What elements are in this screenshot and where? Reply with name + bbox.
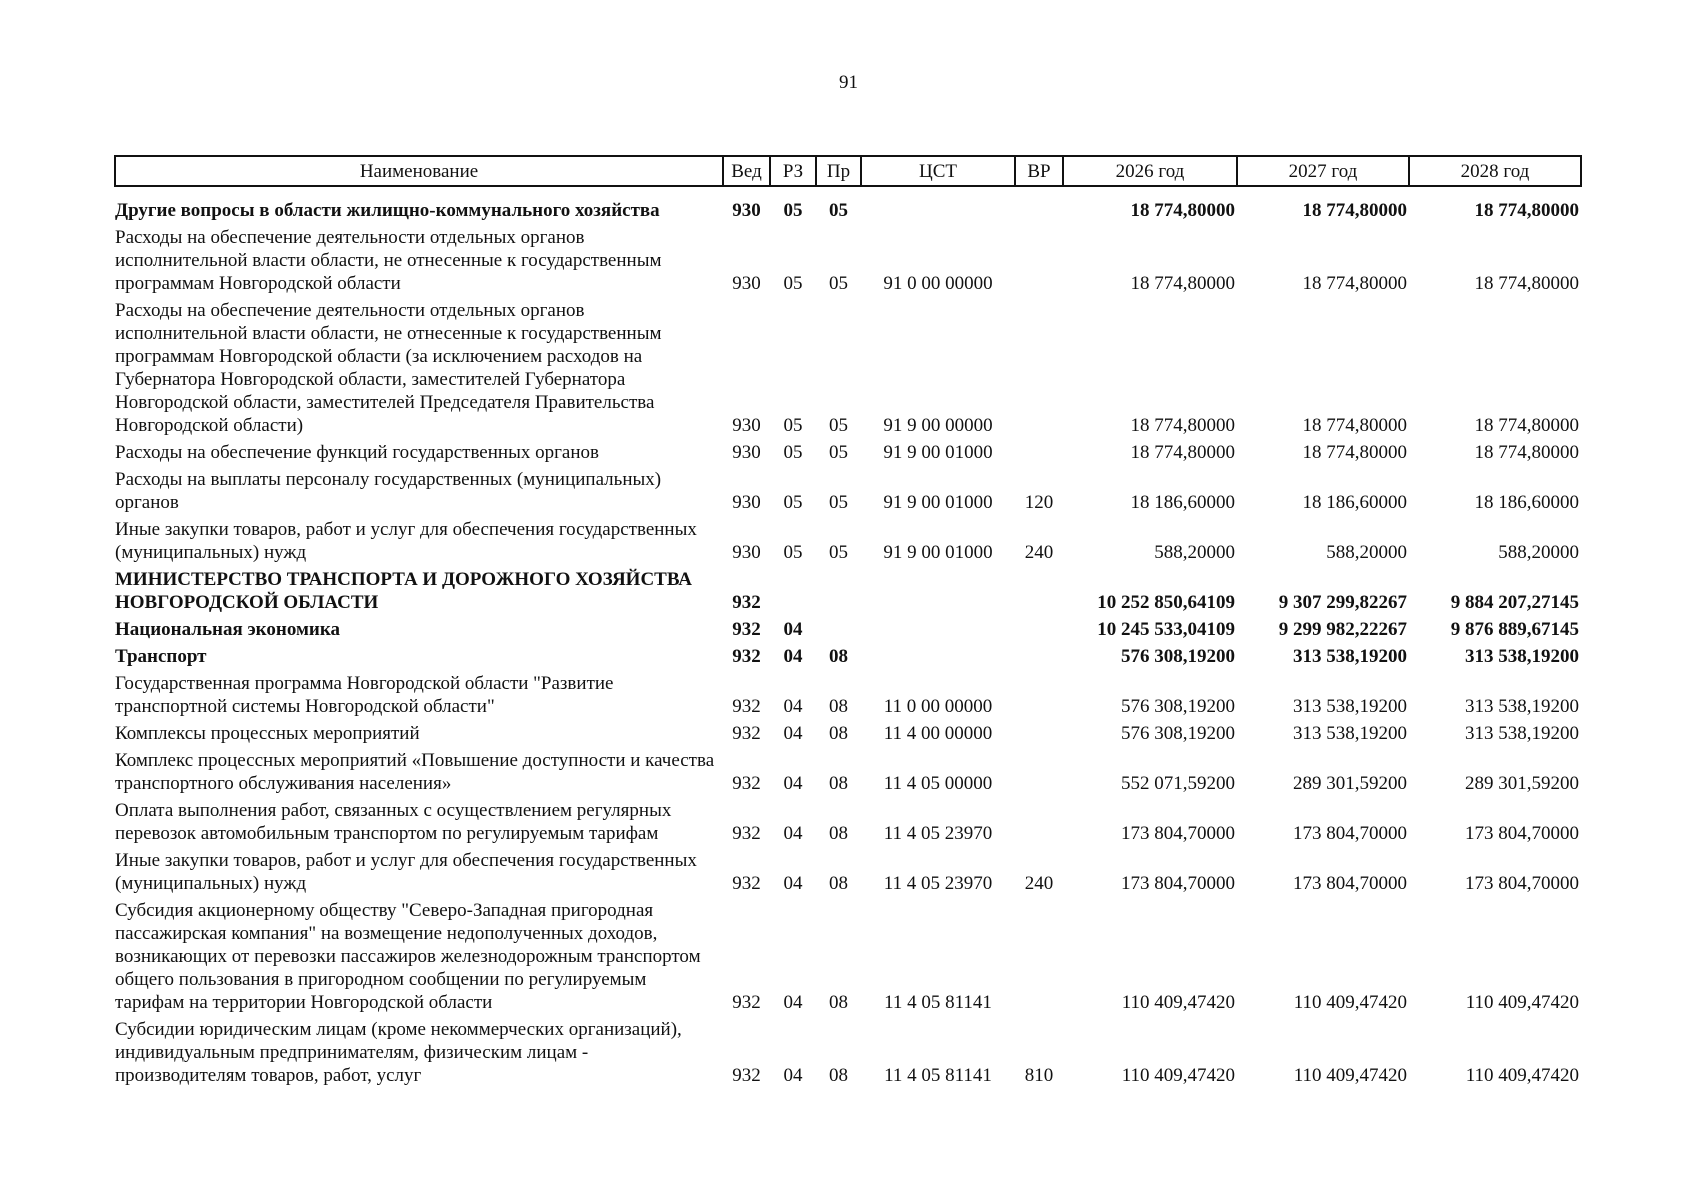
header-cst: ЦСТ [861,156,1015,186]
row-rz: 05 [783,273,803,294]
page-number: 91 [839,72,858,93]
row-name: Расходы на обеспечение функций государственных органов [115,442,599,463]
table-row [115,566,1581,616]
row-2028: 313 538,19200 [1465,696,1579,717]
table-row [115,847,1581,897]
row-pr: 08 [829,873,848,894]
row-ved: 930 [732,492,761,513]
row-2028: 18 186,60000 [1474,492,1579,513]
table-row [115,224,1581,297]
row-vr [1015,439,1063,466]
row-rz: 05 [783,200,803,221]
row-cst: 11 4 00 00000 [883,723,993,744]
row-ved: 930 [732,442,761,463]
row-cst: 11 0 00 00000 [883,696,993,717]
row-name: Субсидии юридическим лицам (кроме некоммерческих организаций), индивидуальным предпринимателям, физическим лицам - производителям товаров, работ, услуг [115,1019,682,1086]
table-row [115,197,1581,224]
row-rz: 04 [783,873,803,894]
row-vr [1015,297,1063,439]
row-cst [861,197,1015,224]
row-pr [816,616,861,643]
row-2028: 313 538,19200 [1465,646,1579,667]
row-cst [861,566,1015,616]
header-pr: Пр [816,156,861,186]
row-pr: 05 [829,415,848,436]
row-2027: 110 409,47420 [1293,1065,1407,1086]
row-2028: 9 884 207,27145 [1450,592,1579,613]
row-pr: 05 [829,492,848,513]
table-row [115,720,1581,747]
row-2026: 110 409,47420 [1121,992,1235,1013]
table-row [115,897,1581,1016]
header-rz: РЗ [770,156,816,186]
table-body [115,197,1581,1089]
row-cst [861,643,1015,670]
row-rz: 04 [783,773,803,794]
row-pr: 08 [829,723,848,744]
row-2027: 588,20000 [1326,542,1407,563]
header-2028: 2028 год [1409,156,1581,186]
row-2027: 289 301,59200 [1293,773,1407,794]
row-ved: 932 [732,992,761,1013]
row-2027: 313 538,19200 [1293,723,1407,744]
row-pr: 05 [829,442,848,463]
table-row [115,616,1581,643]
row-pr: 08 [829,823,848,844]
row-cst: 91 9 00 01000 [883,492,993,513]
row-cst: 11 4 05 81141 [884,1065,992,1086]
row-cst: 11 4 05 23970 [883,873,993,894]
row-2026: 18 774,80000 [1130,200,1235,221]
row-rz: 05 [783,542,803,563]
row-2028: 18 774,80000 [1474,442,1579,463]
row-2027: 18 774,80000 [1302,273,1407,294]
row-2026: 18 774,80000 [1130,273,1235,294]
table-row [115,516,1581,566]
row-2027: 18 186,60000 [1302,492,1407,513]
row-2027: 9 307 299,82267 [1278,592,1407,613]
row-2027: 18 774,80000 [1302,442,1407,463]
table-row [115,439,1581,466]
row-rz: 05 [783,415,803,436]
row-rz: 05 [783,442,803,463]
row-vr [1015,747,1063,797]
row-2027: 173 804,70000 [1293,873,1407,894]
row-2027: 18 774,80000 [1302,415,1407,436]
row-cst: 91 0 00 00000 [883,273,993,294]
row-2027: 110 409,47420 [1293,992,1407,1013]
row-vr [1015,566,1063,616]
table-row [115,747,1581,797]
row-pr: 08 [829,696,848,717]
row-name: Национальная экономика [115,619,341,640]
row-2028: 18 774,80000 [1474,200,1579,221]
row-2028: 313 538,19200 [1465,723,1579,744]
row-2028: 173 804,70000 [1465,823,1579,844]
row-2026: 18 774,80000 [1130,442,1235,463]
row-ved: 932 [732,723,761,744]
row-2028: 110 409,47420 [1465,992,1579,1013]
row-name: Комплексы процессных мероприятий [115,723,420,744]
table-header-row [115,156,1581,186]
row-ved: 930 [732,415,761,436]
row-vr: 810 [1024,1065,1054,1086]
row-2026: 18 186,60000 [1130,492,1235,513]
row-2028: 9 876 889,67145 [1450,619,1579,640]
row-pr: 05 [829,273,848,294]
row-rz: 04 [783,646,803,667]
row-ved: 932 [732,619,761,640]
row-2026: 173 804,70000 [1121,873,1235,894]
row-pr: 08 [829,992,848,1013]
row-rz [770,566,816,616]
row-rz: 04 [783,823,803,844]
row-vr [1015,643,1063,670]
row-pr: 08 [829,773,848,794]
row-2026: 110 409,47420 [1121,1065,1235,1086]
budget-table [114,155,1582,1089]
row-ved: 932 [732,1065,761,1086]
row-pr [816,566,861,616]
table-row [115,797,1581,847]
row-vr [1015,670,1063,720]
row-ved: 932 [732,823,761,844]
row-ved: 930 [732,200,761,221]
row-ved: 930 [732,273,761,294]
row-2026: 10 245 533,04109 [1097,619,1235,640]
row-ved: 932 [732,773,761,794]
row-vr: 240 [1024,873,1054,894]
row-2028: 110 409,47420 [1465,1065,1579,1086]
row-2028: 588,20000 [1498,542,1579,563]
header-name: Наименование [115,156,723,186]
row-vr [1015,616,1063,643]
row-2026: 552 071,59200 [1121,773,1235,794]
row-2027: 173 804,70000 [1293,823,1407,844]
row-2027: 9 299 982,22267 [1278,619,1407,640]
row-2026: 588,20000 [1154,542,1235,563]
row-cst: 91 9 00 00000 [883,415,993,436]
row-cst: 11 4 05 81141 [884,992,992,1013]
row-name: Расходы на обеспечение деятельности отдельных органов исполнительной власти области, не отнесенные к государственным программам Новгородской области (за исключением расходов на Губернатора Новгородской области, заместителей Губернатора Новгородской области, заместителей Председателя Правительства Новгородской области) [115,300,662,436]
table-row [115,643,1581,670]
row-ved: 932 [732,646,761,667]
row-2028: 289 301,59200 [1465,773,1579,794]
row-rz: 04 [783,992,803,1013]
row-name: Расходы на обеспечение деятельности отдельных органов исполнительной власти области, не отнесенные к государственным программам Новгородской области [115,227,662,294]
row-2026: 576 308,19200 [1121,723,1235,744]
row-name: МИНИСТЕРСТВО ТРАНСПОРТА И ДОРОЖНОГО ХОЗЯЙСТВА НОВГОРОДСКОЙ ОБЛАСТИ [115,569,693,613]
table-row [115,1016,1581,1089]
row-2028: 173 804,70000 [1465,873,1579,894]
row-name: Иные закупки товаров, работ и услуг для обеспечения государственных (муниципальных) нужд [115,519,697,563]
row-ved: 932 [732,592,761,613]
row-name: Транспорт [115,646,207,667]
row-2026: 576 308,19200 [1121,696,1235,717]
row-2028: 18 774,80000 [1474,415,1579,436]
row-2026: 10 252 850,64109 [1097,592,1235,613]
row-vr [1015,720,1063,747]
header-2027: 2027 год [1237,156,1409,186]
row-rz: 05 [783,492,803,513]
row-name: Государственная программа Новгородской области "Развитие транспортной системы Новгородской области" [115,673,614,717]
header-ved: Вед [723,156,770,186]
row-2026: 173 804,70000 [1121,823,1235,844]
row-pr: 08 [829,1065,848,1086]
row-rz: 04 [783,723,803,744]
table-row [115,297,1581,439]
table-row [115,466,1581,516]
row-cst: 91 9 00 01000 [883,442,993,463]
row-name: Другие вопросы в области жилищно-коммунального хозяйства [115,200,660,221]
row-name: Иные закупки товаров, работ и услуг для обеспечения государственных (муниципальных) нужд [115,850,697,894]
row-name: Расходы на выплаты персоналу государственных (муниципальных) органов [115,469,662,513]
row-2026: 576 308,19200 [1121,646,1235,667]
row-2027: 313 538,19200 [1293,696,1407,717]
row-vr [1015,197,1063,224]
row-name: Оплата выполнения работ, связанных с осуществлением регулярных перевозок автомобильным транспортом по регулируемым тарифам [115,800,672,844]
row-cst: 91 9 00 01000 [883,542,993,563]
row-2027: 313 538,19200 [1293,646,1407,667]
row-vr [1015,897,1063,1016]
row-ved: 930 [732,542,761,563]
row-pr: 05 [829,542,848,563]
row-2026: 18 774,80000 [1130,415,1235,436]
row-cst: 11 4 05 23970 [883,823,993,844]
row-rz: 04 [783,696,803,717]
row-name: Комплекс процессных мероприятий «Повышение доступности и качества транспортного обслуживания населения» [115,750,715,794]
row-name: Субсидия акционерному обществу "Северо-Западная пригородная пассажирская компания" на возмещение недополученных доходов, возникающих от перевозки пассажиров железнодорожным транспортом общего пользования в пригородном сообщении по регулируемым тарифам на территории Новгородской области [115,900,701,1013]
row-ved: 932 [732,696,761,717]
header-2026: 2026 год [1063,156,1237,186]
row-pr: 08 [829,646,848,667]
row-pr: 05 [829,200,848,221]
row-2027: 18 774,80000 [1302,200,1407,221]
row-vr: 120 [1024,492,1054,513]
row-rz: 04 [783,619,803,640]
header-vr: ВР [1015,156,1063,186]
table-row [115,670,1581,720]
row-vr [1015,224,1063,297]
row-rz: 04 [783,1065,803,1086]
row-2028: 18 774,80000 [1474,273,1579,294]
row-vr: 240 [1024,542,1054,563]
row-vr [1015,797,1063,847]
row-ved: 932 [732,873,761,894]
row-cst [861,616,1015,643]
row-cst: 11 4 05 00000 [883,773,993,794]
